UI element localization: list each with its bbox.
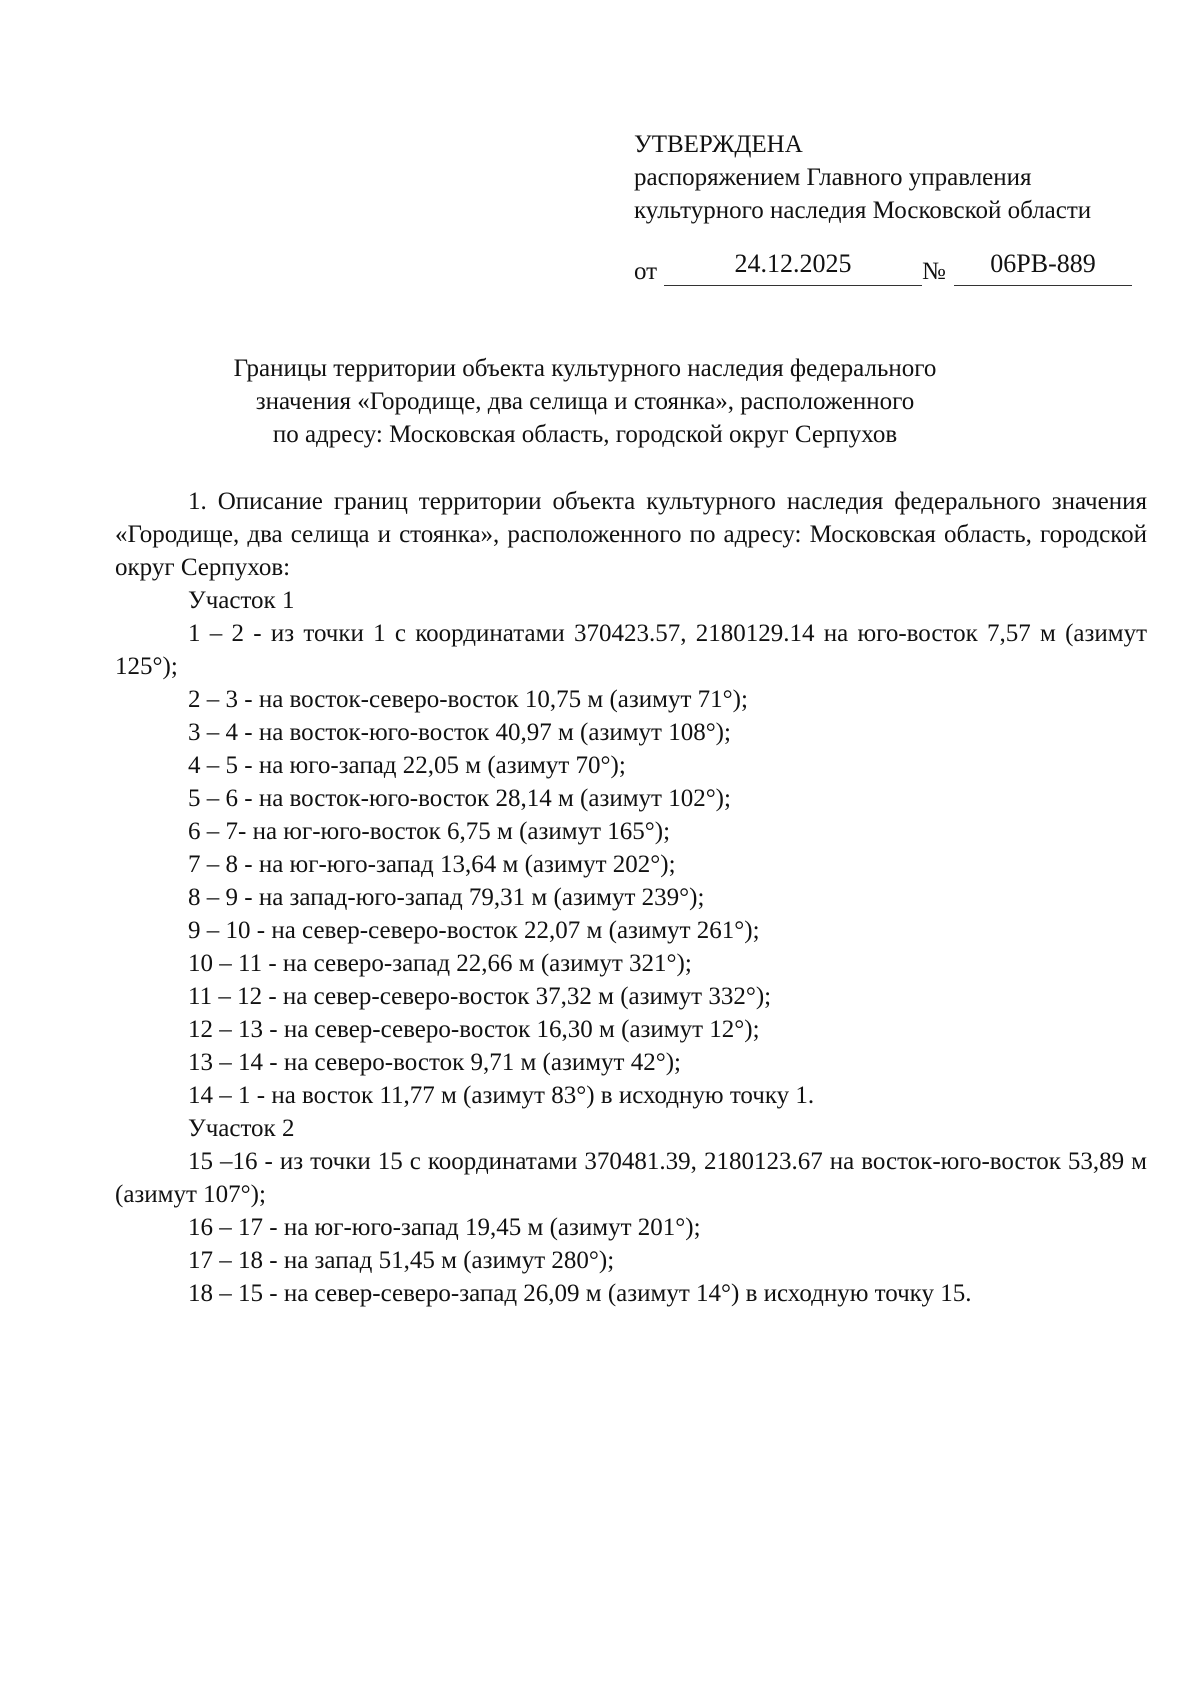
date-label: от bbox=[634, 258, 658, 285]
order-number: 06РВ-889 bbox=[990, 249, 1096, 278]
boundary-segment: 8 – 9 - на запад-юго-запад 79,31 м (азимут 239°); bbox=[188, 884, 705, 911]
boundary-segment: 12 – 13 - на север-северо-восток 16,30 м (азимут 12°); bbox=[188, 1016, 760, 1043]
order-reference bbox=[634, 250, 1134, 290]
boundary-segment: 14 – 1 - на восток 11,77 м (азимут 83°) в исходную точку 1. bbox=[188, 1082, 815, 1109]
approval-block bbox=[634, 128, 1091, 227]
boundary-segment: 5 – 6 - на восток-юго-восток 28,14 м (азимут 102°); bbox=[188, 785, 731, 812]
document-body bbox=[115, 485, 1147, 1310]
boundary-segment: 1 – 2 - из точки 1 с координатами 370423.57, 2180129.14 на юго-восток 7,57 м (азимут 125°); bbox=[115, 620, 1147, 680]
order-number-field bbox=[954, 249, 1132, 286]
section-heading-2: Участок 2 bbox=[188, 1115, 295, 1142]
boundary-segment: 6 – 7- на юг-юго-восток 6,75 м (азимут 165°); bbox=[188, 818, 671, 845]
approval-heading: УТВЕРЖДЕНА bbox=[634, 131, 803, 158]
title-line-1: Границы территории объекта культурного наследия федерального bbox=[233, 355, 937, 382]
boundary-segment: 18 – 15 - на север-северо-запад 26,09 м (азимут 14°) в исходную точку 15. bbox=[188, 1280, 972, 1307]
boundary-segment: 13 – 14 - на северо-восток 9,71 м (азимут 42°); bbox=[188, 1049, 681, 1076]
boundary-segment: 9 – 10 - на север-северо-восток 22,07 м (азимут 261°); bbox=[188, 917, 760, 944]
boundary-segment: 10 – 11 - на северо-запад 22,66 м (азимут 321°); bbox=[188, 950, 692, 977]
number-label: № bbox=[922, 258, 946, 285]
title-line-2: значения «Городище, два селища и стоянка», расположенного bbox=[255, 388, 915, 415]
boundary-segment: 3 – 4 - на восток-юго-восток 40,97 м (азимут 108°); bbox=[188, 719, 731, 746]
document-title bbox=[150, 352, 1020, 451]
title-line-3: по адресу: Московская область, городской округ Серпухов bbox=[272, 421, 898, 448]
order-date-field bbox=[664, 249, 922, 286]
order-date: 24.12.2025 bbox=[734, 249, 852, 278]
boundary-segment: 4 – 5 - на юго-запад 22,05 м (азимут 70°); bbox=[188, 752, 626, 779]
approval-issuer-line-2: культурного наследия Московской области bbox=[634, 197, 1092, 224]
approval-issuer-line-1: распоряжением Главного управления bbox=[634, 164, 1032, 191]
section-heading-1: Участок 1 bbox=[188, 587, 295, 614]
intro-paragraph: 1. Описание границ территории объекта культурного наследия федерального значения «Городище, два селища и стоянка», расположенного по адресу: Московская область, городской округ Серпухов: bbox=[115, 488, 1147, 581]
boundary-segment: 11 – 12 - на север-северо-восток 37,32 м (азимут 332°); bbox=[188, 983, 772, 1010]
boundary-segment: 17 – 18 - на запад 51,45 м (азимут 280°); bbox=[188, 1247, 615, 1274]
boundary-segment: 16 – 17 - на юг-юго-запад 19,45 м (азимут 201°); bbox=[188, 1214, 701, 1241]
boundary-segment: 15 –16 - из точки 15 с координатами 370481.39, 2180123.67 на восток-юго-восток 53,89 м (азимут 107°); bbox=[115, 1148, 1147, 1208]
boundary-segment: 7 – 8 - на юг-юго-запад 13,64 м (азимут 202°); bbox=[188, 851, 676, 878]
boundary-segment: 2 – 3 - на восток-северо-восток 10,75 м (азимут 71°); bbox=[188, 686, 748, 713]
